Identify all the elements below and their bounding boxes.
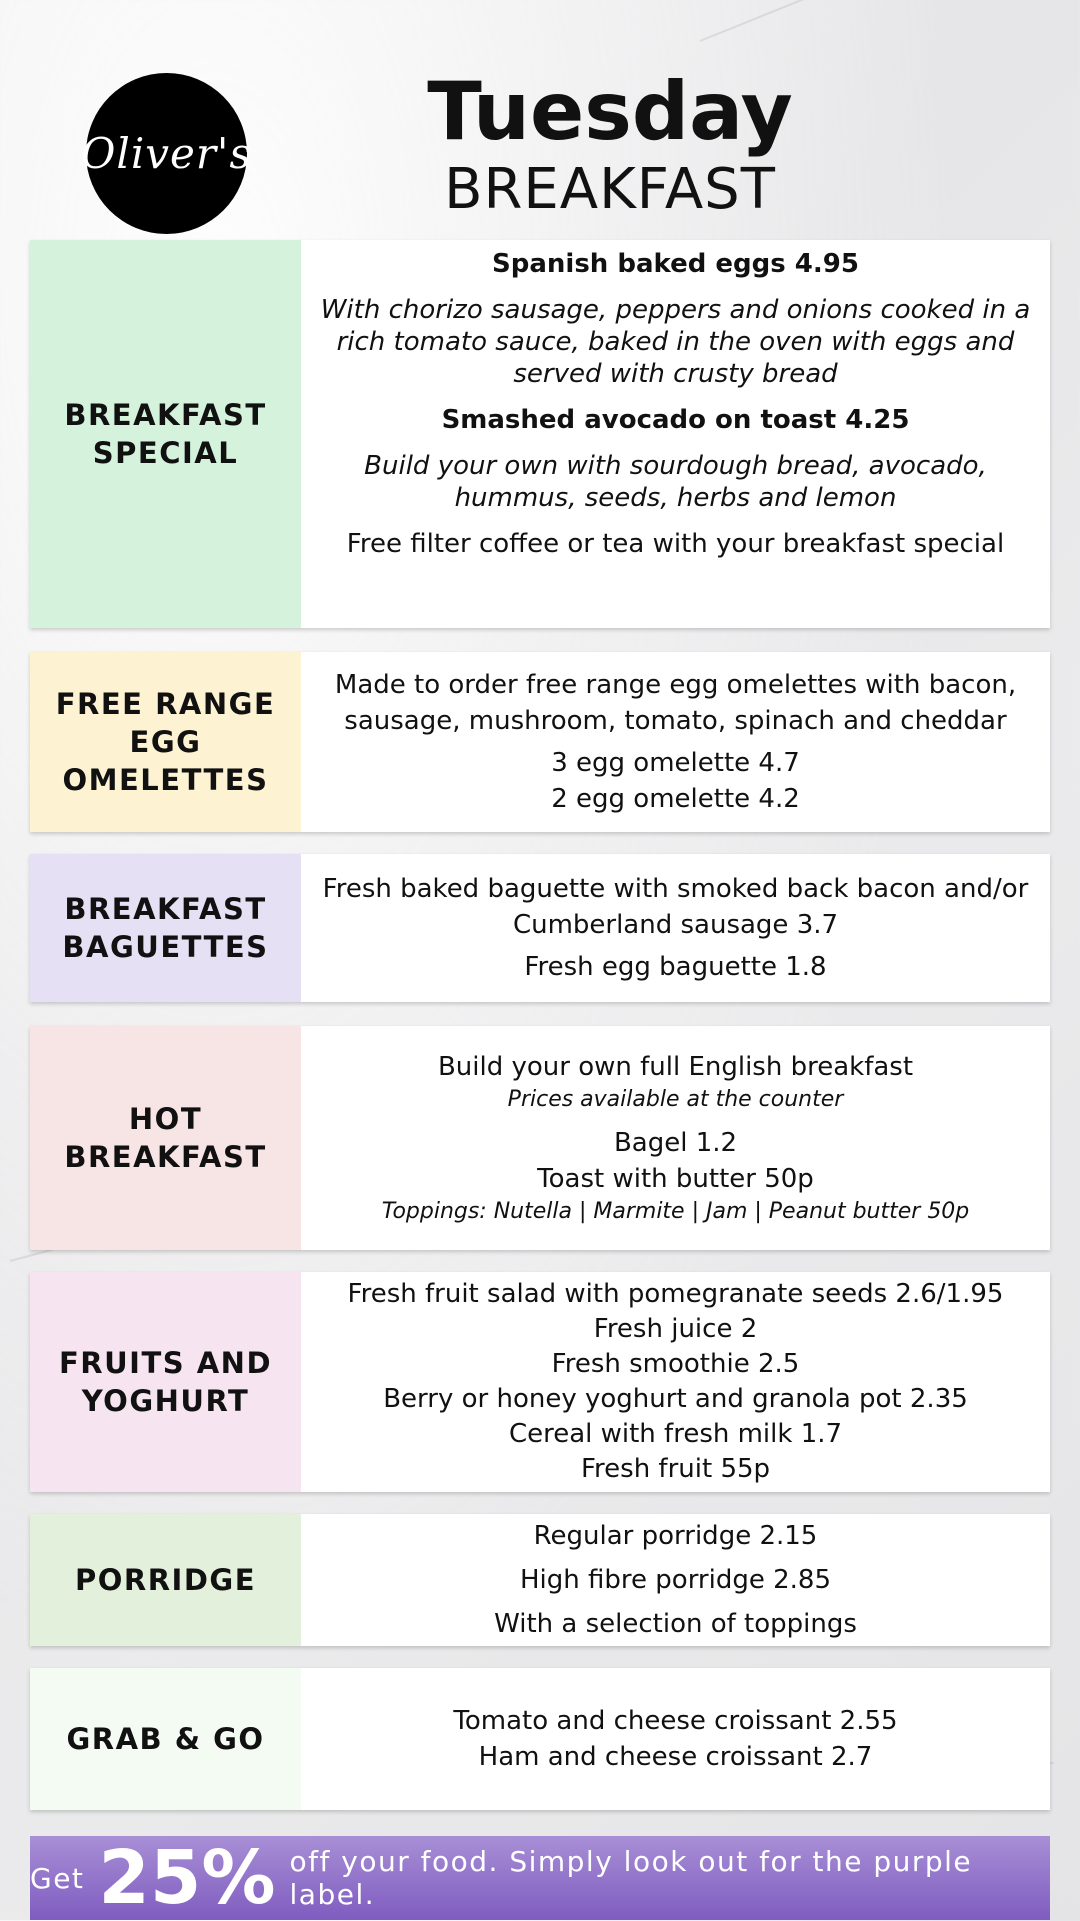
promo-suffix: off your food. Simply look out for the purple label. (289, 1845, 973, 1911)
section-baguettes (30, 854, 1050, 1002)
section-breakfast-special (30, 240, 1050, 628)
section-content (301, 1272, 1050, 1492)
oliver-logo (80, 73, 253, 234)
menu-item-title: Smashed avocado on toast 4.25 (441, 405, 910, 435)
menu-meal-title: BREAKFAST (444, 157, 776, 222)
menu-item-text: 3 egg omelette 4.7 (551, 748, 800, 778)
menu-item-text: Bagel 1.2 (613, 1128, 738, 1158)
menu-item-note: Prices available at the counter (507, 1087, 844, 1112)
section-label: GRAB & GO (30, 1668, 301, 1810)
section-fruits-yoghurt (30, 1272, 1050, 1492)
menu-item-text: Tomato and cheese croissant 2.55 (453, 1706, 898, 1736)
menu-item-text: Fresh juice 2 (593, 1314, 758, 1344)
menu-item-text: With a selection of toppings (494, 1609, 857, 1639)
discount-promo-banner (30, 1836, 1050, 1920)
section-content (301, 652, 1050, 832)
menu-item-text: Fresh fruit salad with pomegranate seeds 2.6/1.95 (347, 1279, 1004, 1309)
section-label: PORRIDGE (30, 1514, 301, 1646)
section-hot-breakfast (30, 1026, 1050, 1250)
menu-item-text: High fibre porridge 2.85 (520, 1565, 831, 1595)
section-omelettes (30, 652, 1050, 832)
section-label: HOT BREAKFAST (30, 1026, 301, 1250)
section-label: BREAKFAST SPECIAL (30, 240, 301, 628)
menu-item-text: Ham and cheese croissant 2.7 (478, 1742, 873, 1772)
menu-item-text: Cereal with fresh milk 1.7 (508, 1419, 843, 1449)
menu-item-title: Spanish baked eggs 4.95 (492, 249, 859, 279)
section-label: BREAKFAST BAGUETTES (30, 854, 301, 1002)
logo-text: Oliver's (80, 129, 253, 178)
section-label: FRUITS AND YOGHURT (30, 1272, 301, 1492)
menu-item-text: Toast with butter 50p (537, 1164, 814, 1194)
menu-item-text: Fresh fruit 55p (580, 1454, 771, 1484)
menu-item-text: Build your own full English breakfast (437, 1052, 914, 1082)
section-porridge (30, 1514, 1050, 1646)
section-content (301, 1026, 1050, 1250)
menu-item-text: Regular porridge 2.15 (533, 1521, 818, 1551)
menu-item-text: Free filter coffee or tea with your breakfast special (346, 529, 1005, 559)
section-content (301, 854, 1050, 1002)
menu-item-text: Fresh egg baguette 1.8 (524, 952, 827, 982)
menu-item-text: 2 egg omelette 4.2 (551, 784, 800, 814)
menu-item-text: Fresh baked baguette with smoked back bacon and/or Cumberland sausage 3.7 (322, 874, 1029, 940)
promo-discount-percent: 25% (98, 1835, 276, 1921)
section-content (301, 1668, 1050, 1810)
menu-item-text: Berry or honey yoghurt and granola pot 2.35 (383, 1384, 968, 1414)
section-content (301, 1514, 1050, 1646)
menu-item-note: Toppings: Nutella | Marmite | Jam | Peanut butter 50p (381, 1199, 970, 1224)
section-content (301, 240, 1050, 628)
menu-item-text: Fresh smoothie 2.5 (551, 1349, 800, 1379)
menu-day-title: Tuesday (427, 65, 793, 158)
section-label: FREE RANGE EGG OMELETTES (30, 652, 301, 832)
menu-item-description: Build your own with sourdough bread, avocado, hummus, seeds, herbs and lemon (364, 451, 987, 513)
menu-item-description: With chorizo sausage, peppers and onions cooked in a rich tomato sauce, baked in the oven with eggs and served with crusty bread (320, 295, 1031, 389)
section-grab-and-go (30, 1668, 1050, 1810)
menu-item-text: Made to order free range egg omelettes with bacon, sausage, mushroom, tomato, spinach and cheddar (334, 670, 1017, 736)
promo-prefix: Get (30, 1861, 85, 1895)
